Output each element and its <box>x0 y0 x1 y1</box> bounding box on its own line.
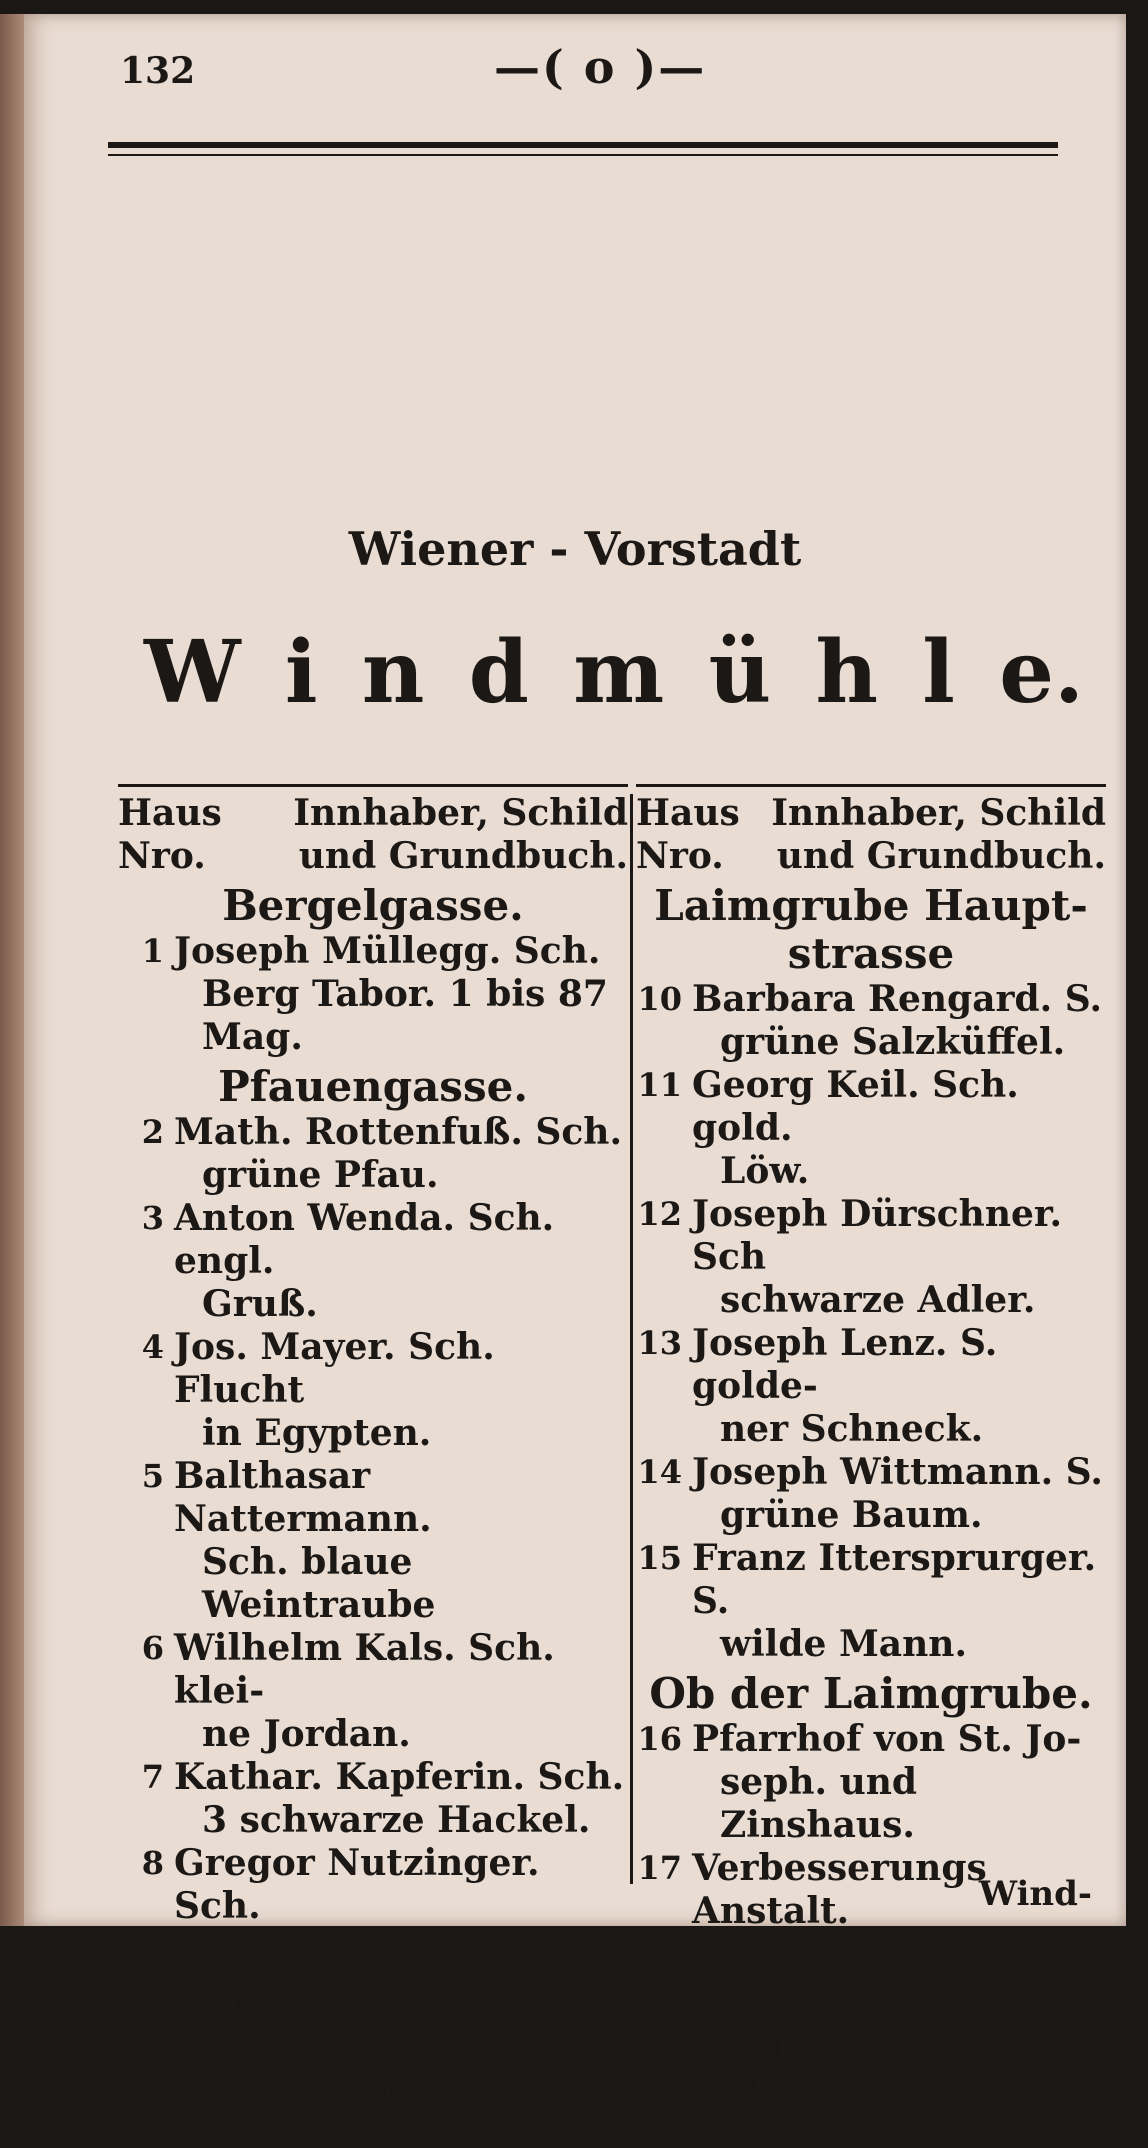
entry-text <box>174 1455 628 1627</box>
street-heading: Pfauengasse. <box>218 1062 528 1111</box>
list-item <box>118 1111 628 1197</box>
column-header-nro: Nro. <box>118 835 206 877</box>
house-number: 2 <box>141 1113 164 1151</box>
entry-text <box>692 1064 1106 1193</box>
house-number: 15 <box>637 1539 682 1577</box>
page-title <box>144 622 1084 723</box>
header-rule-thin <box>108 154 1058 156</box>
street-heading: Ob der Laimgrube. <box>649 1669 1093 1718</box>
entry-line: Franz Harhamer. Sch. <box>174 2023 615 2065</box>
entry-line: Franz Ittersprurger. S. <box>692 1537 1097 1622</box>
house-number: 5 <box>141 1457 164 1495</box>
house-number: 10 <box>637 980 682 1018</box>
entry-line: Joseph Müllegg. Sch. <box>174 930 601 972</box>
left-column <box>118 792 628 2109</box>
entry-line: Georg Keil. Sch. gold. <box>692 1064 1019 1149</box>
column-top-rule-right <box>636 784 1106 787</box>
entry-line: Joseph Dürschner. Sch <box>692 1193 1063 1278</box>
entry-line: ne Jordan. <box>202 1713 411 1755</box>
house-number: 16 <box>637 1720 682 1758</box>
entry-text <box>692 1718 1106 1847</box>
list-item <box>636 1718 1106 1847</box>
house-number: 12 <box>637 1195 682 1233</box>
entry-text <box>174 1111 628 1197</box>
book-page <box>24 14 1126 2147</box>
list-item <box>118 1197 628 1326</box>
entry-line: Verbesserungs Anstalt. <box>692 1847 987 1932</box>
title-letter: m <box>573 622 665 723</box>
entry-line: Math. Rottenfuß. Sch. <box>174 1111 623 1153</box>
title-letter: ü <box>708 622 772 723</box>
entry-line: Sch. blaue Weintraube <box>202 1541 436 1626</box>
house-number: 18 <box>637 1935 682 1973</box>
entry-text <box>692 978 1106 1064</box>
entry-line: 3 schwarze Hackel. <box>202 1799 591 1841</box>
entry-text <box>174 2023 628 2109</box>
entry-line: Gruß. <box>202 1283 318 1325</box>
street-heading: Laimgrube Haupt-strasse <box>654 881 1088 978</box>
street-heading: Bergelgasse. <box>222 881 524 930</box>
right-column <box>636 792 1106 2148</box>
title-letter: W <box>144 622 241 723</box>
entry-line: Pfarrhof von St. Jo- <box>692 1718 1082 1760</box>
entry-line: gold. Ochs. <box>202 2066 428 2108</box>
list-item <box>636 1933 1106 2019</box>
entry-line: Gregor Nutzinger. Sch. <box>174 1842 540 1927</box>
column-header-haus: Haus <box>118 792 222 834</box>
entry-text <box>174 1627 628 1756</box>
column-header-row <box>118 792 628 835</box>
street-heading: Bergelgasse. <box>222 1974 524 2023</box>
house-number: 8 <box>141 1844 164 1882</box>
catchword: Wind- <box>978 1874 1092 1914</box>
column-header-row <box>118 835 628 878</box>
column-header-row <box>636 835 1106 878</box>
entry-line: Anton Wenda. Sch. engl. <box>174 1197 555 1282</box>
entry-text <box>692 1933 1106 2019</box>
header-ornament: —( o )— <box>494 40 707 94</box>
entry-line: Joseph Knoll. S. Ritter <box>692 2019 1012 2104</box>
house-number: 14 <box>637 1453 682 1491</box>
entry-line: grüne Baum. <box>720 1494 983 1536</box>
list-item <box>636 1064 1106 1193</box>
entry-line: schwarze Rößel. <box>202 1928 530 1970</box>
column-top-rule-left <box>118 784 628 787</box>
entry-text <box>692 1537 1106 1666</box>
entry-line: Joseph Lenz. S. golde- <box>692 1322 998 1407</box>
list-item <box>118 1756 628 1842</box>
book-spine-edge <box>0 14 26 1926</box>
column-header-haus: Haus <box>636 792 740 834</box>
entry-text <box>692 2019 1106 2148</box>
house-number: 7 <box>141 1758 164 1796</box>
house-number: 11 <box>637 1066 682 1104</box>
title-letter: l <box>922 622 955 723</box>
list-item <box>636 1537 1106 1666</box>
entry-line: Balthasar Nattermann. <box>174 1455 432 1540</box>
house-number: 4 <box>141 1328 164 1366</box>
list-item <box>118 1627 628 1756</box>
list-item <box>118 1455 628 1627</box>
house-number: 13 <box>637 1324 682 1362</box>
list-item <box>118 2023 628 2109</box>
entry-line: ner Schneck. <box>720 1408 984 1450</box>
entry-line: Berg Tabor. 1 bis 87 <box>202 973 608 1015</box>
header-rule-thick <box>108 142 1058 148</box>
entry-line: seph. und Zinshaus. <box>720 1761 918 1846</box>
house-number: 19 <box>637 2021 682 2059</box>
list-item <box>118 1326 628 1455</box>
house-number: 9 <box>141 2025 164 2063</box>
entry-text <box>174 1197 628 1326</box>
entry-text <box>692 1193 1106 1322</box>
entry-line: grüne Salzküffel. <box>720 1021 1066 1063</box>
entry-line: Joseph Wittmann. S. <box>692 1451 1103 1493</box>
title-letter: i <box>284 622 318 723</box>
title-letter: n <box>361 622 425 723</box>
entry-line: in Egypten. <box>202 1412 432 1454</box>
entry-line: Mag. <box>202 1016 303 1058</box>
entry-text <box>692 1322 1106 1451</box>
column-header-innhaber: Innhaber, Schild <box>293 792 628 834</box>
title-letter: d <box>468 622 529 723</box>
list-item <box>636 1451 1106 1537</box>
column-header-grundbuch: und Grundbuch. <box>298 835 628 877</box>
list-item <box>636 2019 1106 2148</box>
entry-line: Kathar. Kapferin. Sch. <box>174 1756 625 1798</box>
entry-line: St. Georg. <box>720 2105 923 2147</box>
list-item <box>118 1842 628 1971</box>
house-number: 1 <box>141 932 164 970</box>
entry-line: schwarze Adler. <box>720 1279 1036 1321</box>
entry-text <box>174 1842 628 1971</box>
list-item <box>636 1322 1106 1451</box>
entry-line: Alstern. <box>720 1976 880 2018</box>
page-number: 132 <box>120 50 196 92</box>
title-letter: e. <box>999 622 1084 723</box>
page-subtitle: Wiener - Vorstadt <box>348 522 802 576</box>
column-header-nro: Nro. <box>636 835 724 877</box>
list-item <box>636 1193 1106 1322</box>
entry-text <box>174 930 628 1059</box>
entry-line: Löw. <box>720 1150 810 1192</box>
house-number: 3 <box>141 1199 164 1237</box>
list-item <box>636 978 1106 1064</box>
entry-text <box>174 1756 628 1842</box>
entry-line: Jos. Mayer. Sch. Flucht <box>174 1326 495 1411</box>
entry-text <box>174 1326 628 1455</box>
list-item <box>118 930 628 1059</box>
entry-line: Wilhelm Kals. Sch. klei- <box>174 1627 555 1712</box>
column-header-row <box>636 792 1106 835</box>
title-letter: h <box>815 622 878 723</box>
column-header-innhaber: Innhaber, Schild <box>771 792 1106 834</box>
entry-text <box>692 1451 1106 1537</box>
entry-line: Karl Spenger. Sch. 2 <box>692 1933 1106 1975</box>
entry-line: wilde Mann. <box>720 1623 968 1665</box>
column-header-grundbuch: und Grundbuch. <box>776 835 1106 877</box>
entry-line: grüne Pfau. <box>202 1154 439 1196</box>
house-number: 6 <box>141 1629 164 1667</box>
column-divider <box>630 794 633 1884</box>
entry-line: Barbara Rengard. S. <box>692 978 1102 1020</box>
house-number: 17 <box>637 1849 682 1887</box>
